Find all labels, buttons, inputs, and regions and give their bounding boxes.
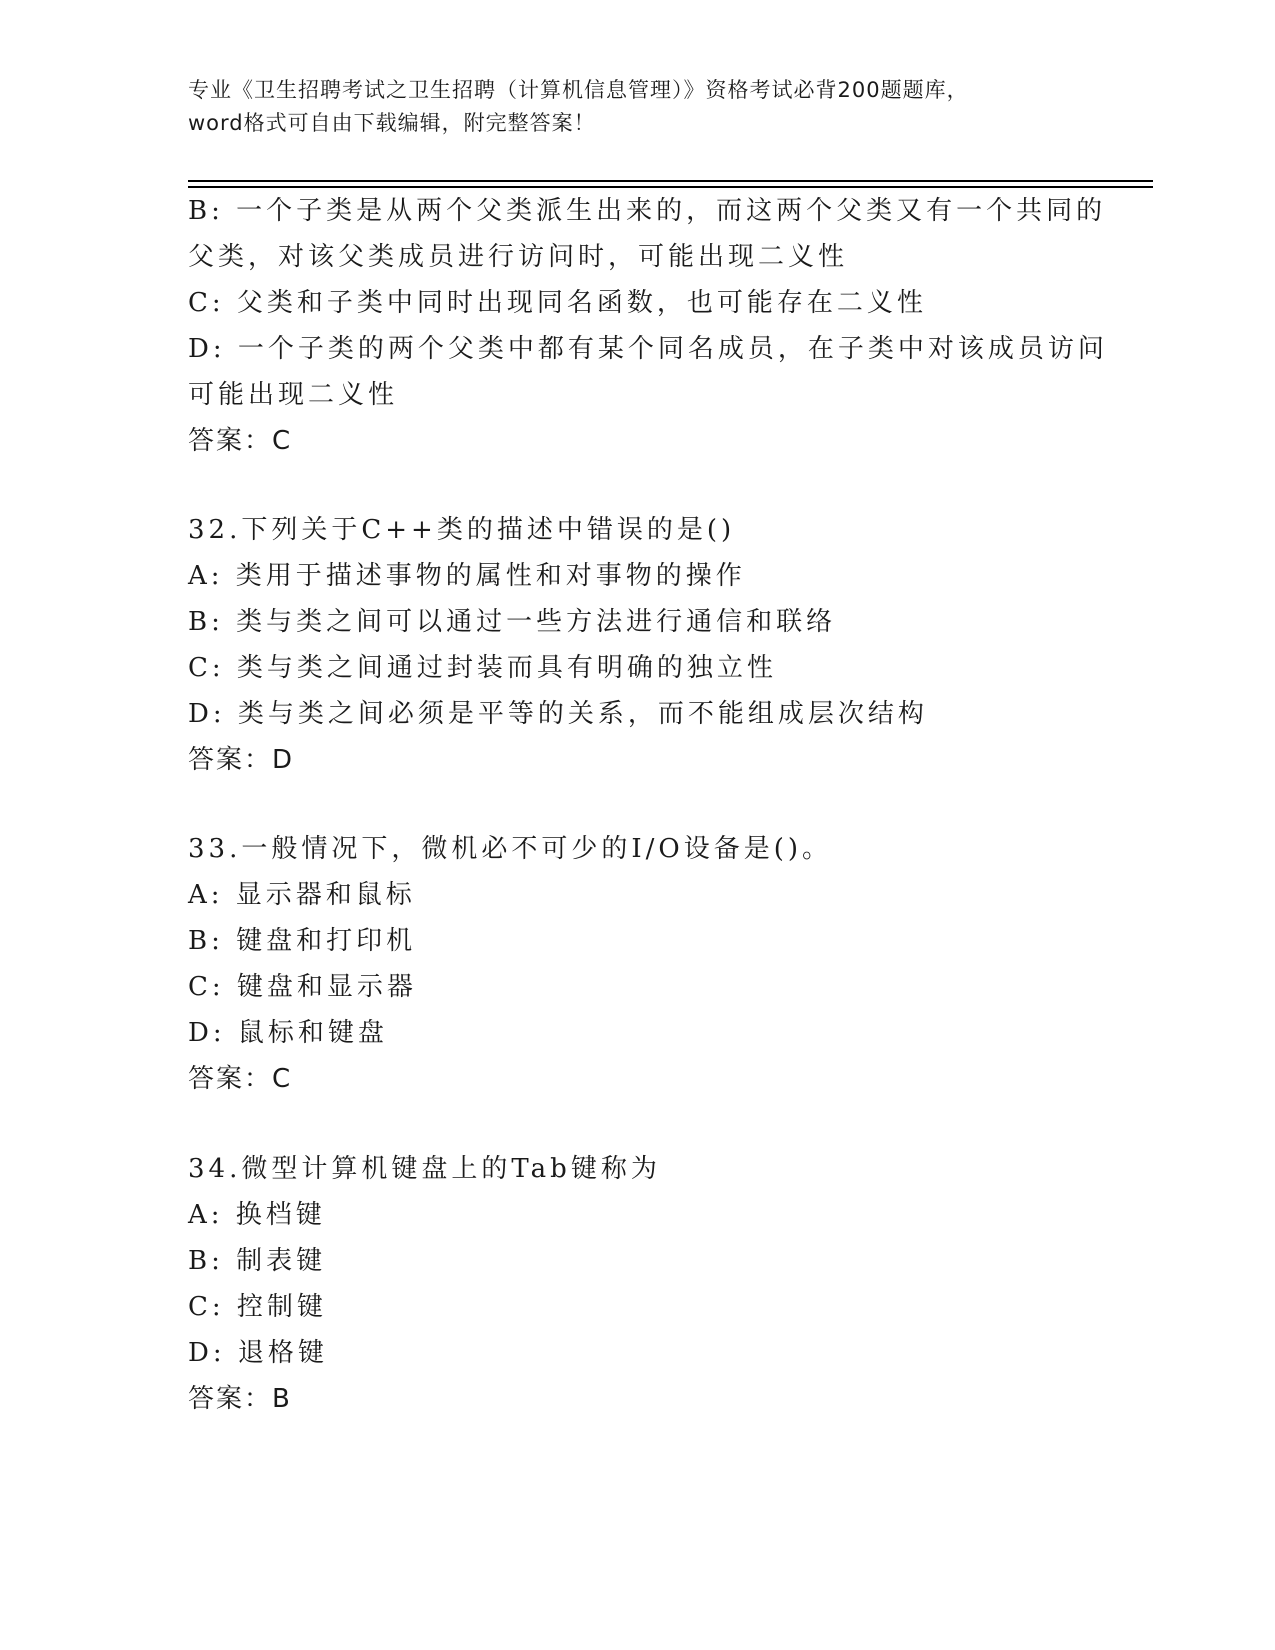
option-c: C: 类与类之间通过封装而具有明确的独立性 (188, 653, 777, 683)
option-c: C: 键盘和显示器 (188, 972, 417, 1002)
question-32 (188, 507, 1088, 783)
option-d: D: 鼠标和键盘 (188, 1018, 388, 1048)
option-b: B: 键盘和打印机 (188, 926, 417, 956)
option-c: C: 控制键 (188, 1292, 327, 1322)
option-a: A: 换档键 (188, 1200, 326, 1230)
header-title-line-1: 专业《卫生招聘考试之卫生招聘（计算机信息管理）》资格考试必背200题题库， (188, 78, 969, 102)
option-a: A: 显示器和鼠标 (188, 880, 416, 910)
answer: 答案：B (188, 1384, 292, 1414)
answer: 答案：C (188, 1064, 293, 1094)
question-31-continuation (188, 188, 1108, 464)
document-header (188, 74, 1088, 140)
option-b-line-1: B: 一个子类是从两个父类派生出来的，而这两个父类又有一个共同的 (188, 196, 1107, 226)
option-b: B: 制表键 (188, 1246, 327, 1276)
option-c: C: 父类和子类中同时出现同名函数，也可能存在二义性 (188, 288, 927, 318)
question-stem: 33.一般情况下，微机必不可少的I/O设备是()。 (188, 834, 832, 864)
question-33 (188, 826, 1088, 1102)
question-stem: 32.下列关于C++类的描述中错误的是() (188, 515, 736, 545)
option-d: D: 类与类之间必须是平等的关系，而不能组成层次结构 (188, 699, 928, 729)
header-divider-top (188, 180, 1153, 182)
option-d: D: 退格键 (188, 1338, 328, 1368)
option-b: B: 类与类之间可以通过一些方法进行通信和联络 (188, 607, 837, 637)
question-34 (188, 1146, 1088, 1422)
option-a: A: 类用于描述事物的属性和对事物的操作 (188, 561, 746, 591)
option-d-line-1: D: 一个子类的两个父类中都有某个同名成员，在子类中对该成员访问 (188, 334, 1108, 364)
answer: 答案：C (188, 426, 293, 456)
option-d-line-2: 可能出现二义性 (188, 380, 399, 410)
option-b-line-2: 父类，对该父类成员进行访问时，可能出现二义性 (188, 242, 849, 272)
question-stem: 34.微型计算机键盘上的Tab键称为 (188, 1154, 661, 1184)
answer: 答案：D (188, 745, 295, 775)
header-title-line-2: word格式可自由下载编辑，附完整答案！ (188, 111, 596, 135)
